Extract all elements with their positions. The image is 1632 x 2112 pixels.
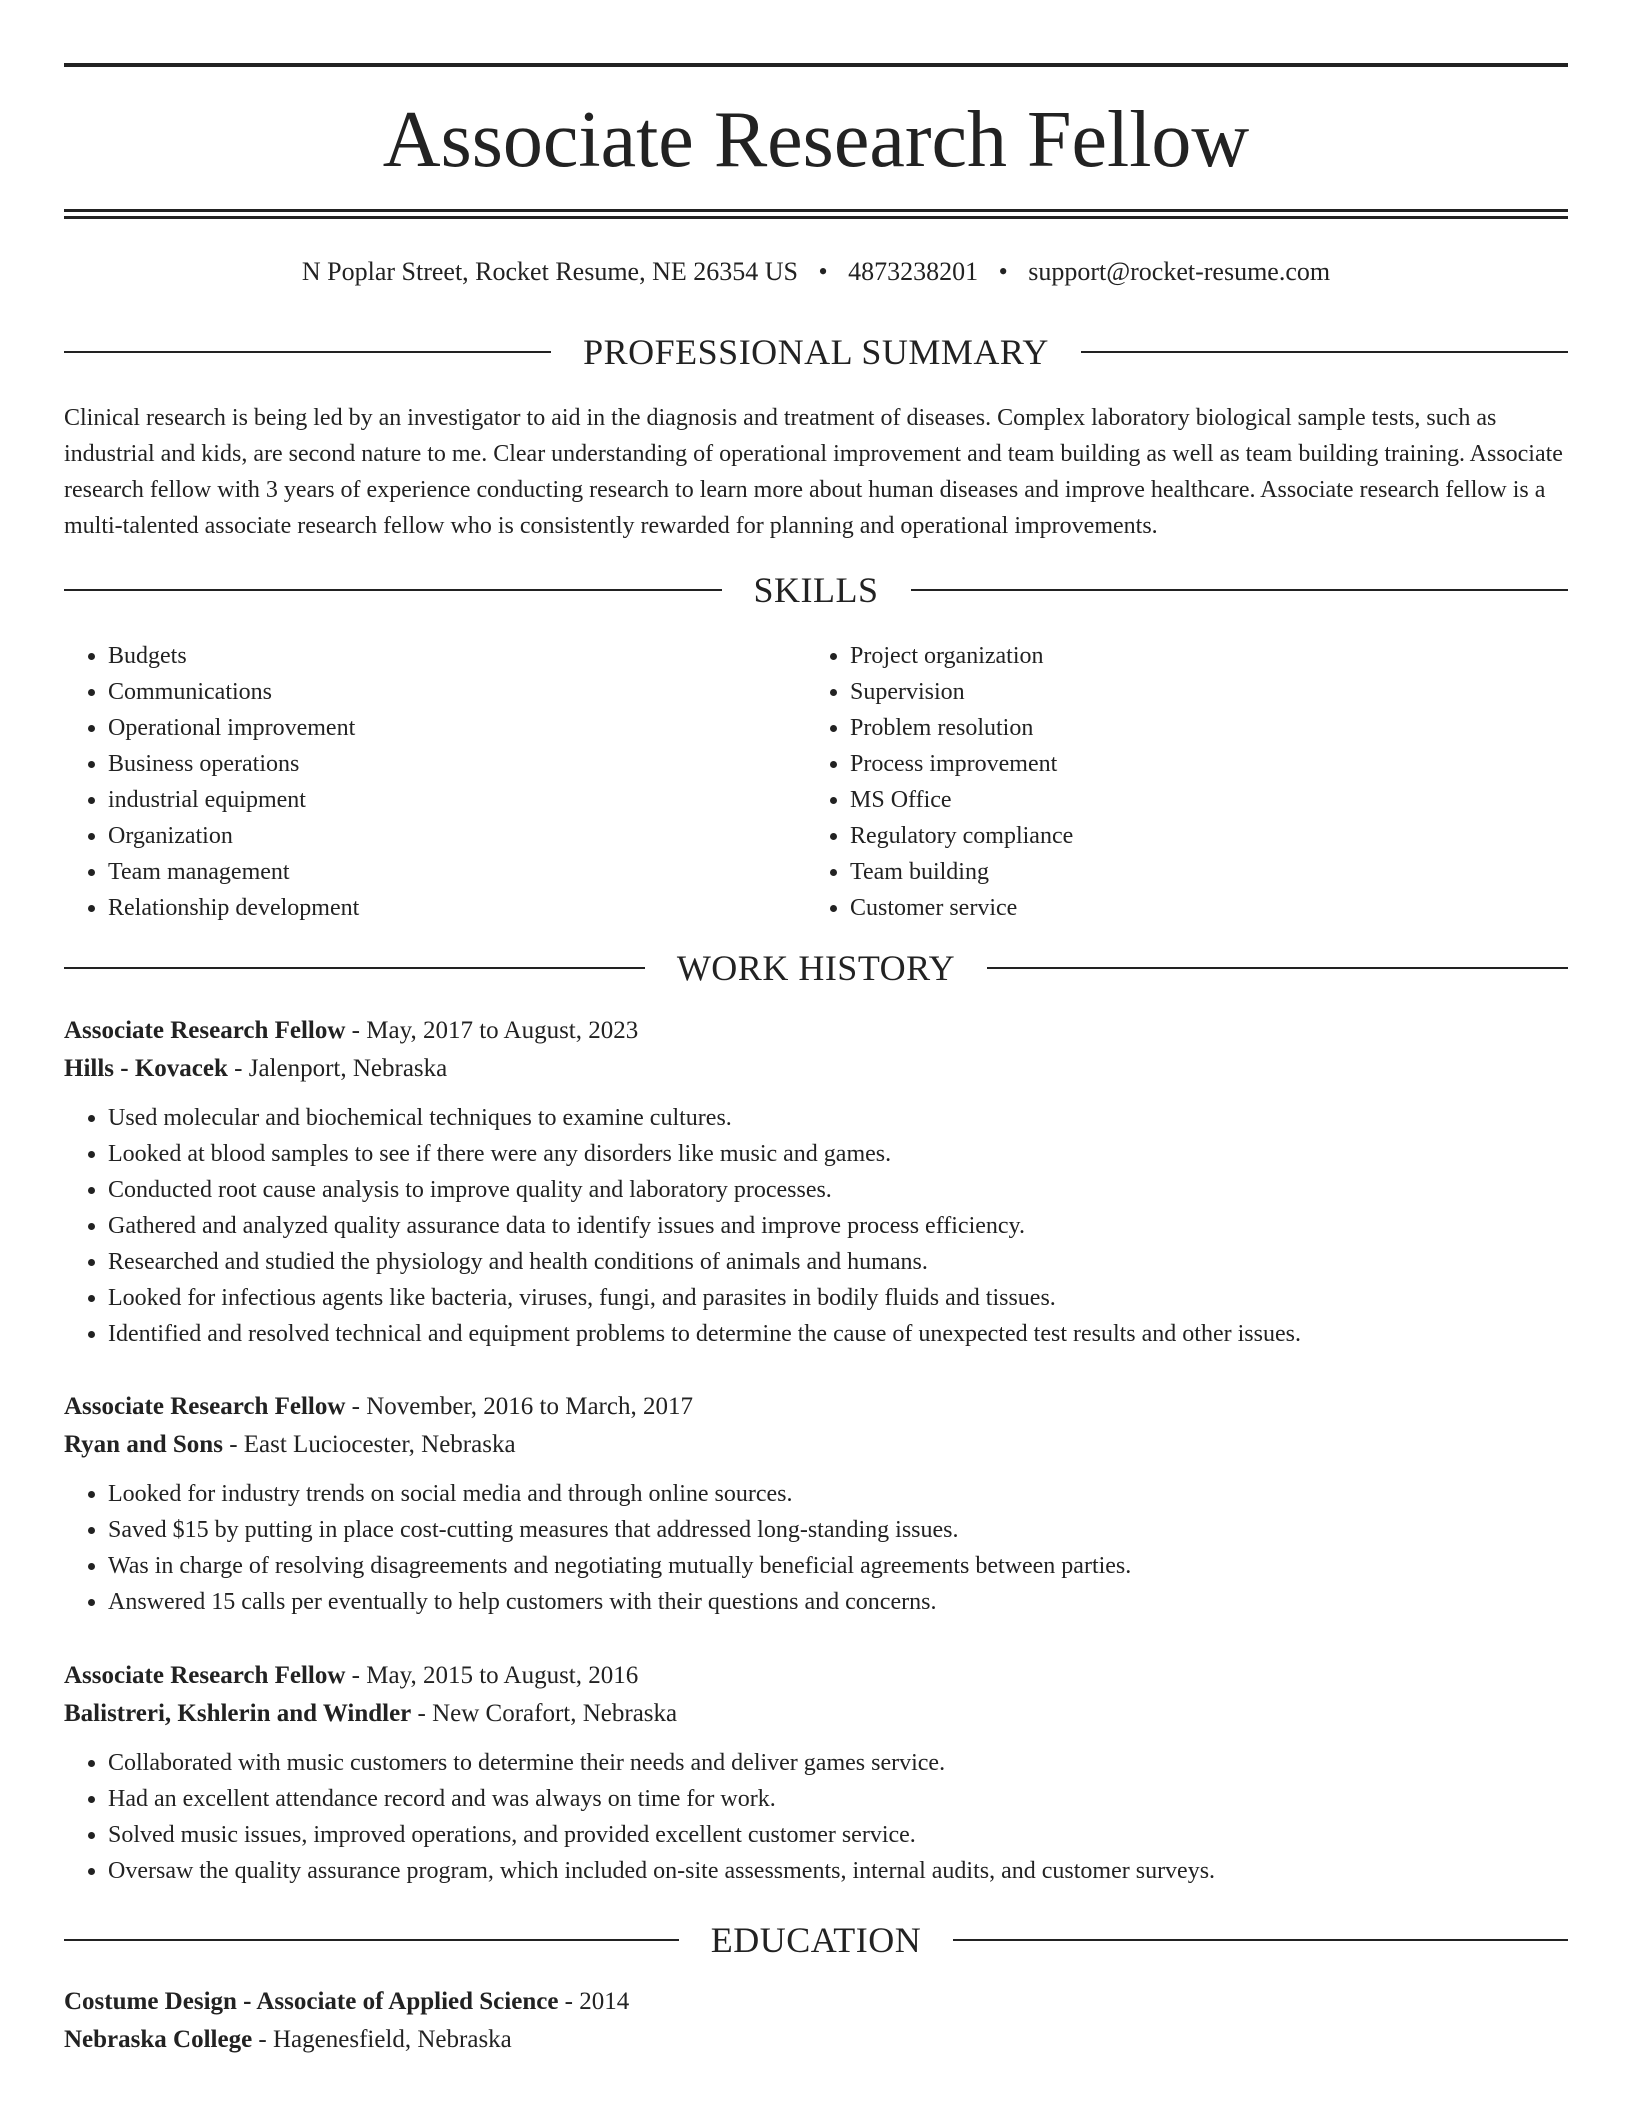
skills-column-left: [64, 638, 806, 926]
skill-item: • Project organization: [850, 638, 1548, 674]
contact-email: support@rocket-resume.com: [1028, 257, 1331, 286]
heading-rule: [64, 967, 645, 969]
job-company: Hills - Kovacek: [64, 1055, 228, 1082]
job-bullet: • Looked for infectious agents like bacteria, viruses, fungi, and parasites in bodily fluids and tissues.: [108, 1280, 1568, 1316]
job-bullet: • Used molecular and biochemical techniques to examine cultures.: [108, 1100, 1568, 1136]
job-entry: [64, 1388, 1568, 1620]
job-location: - New Corafort, Nebraska: [411, 1700, 678, 1727]
job-title: Associate Research Fellow: [64, 1393, 346, 1420]
job-bullet: • Collaborated with music customers to determine their needs and deliver games service.: [108, 1745, 1568, 1781]
heading-rule: [911, 589, 1569, 591]
heading-rule: [1081, 351, 1568, 353]
education-school-line: [64, 2021, 1568, 2059]
job-location: - Jalenport, Nebraska: [227, 1055, 448, 1082]
skill-item: • Process improvement: [850, 746, 1548, 782]
contact-address: N Poplar Street, Rocket Resume, NE 26354 US: [301, 257, 798, 286]
job-bullets: [64, 1100, 1568, 1352]
job-title: Associate Research Fellow: [64, 1017, 346, 1044]
job-company: Balistreri, Kshlerin and Windler: [64, 1700, 412, 1727]
education-location: - Hagenesfield, Nebraska: [252, 2026, 512, 2053]
job-title: Associate Research Fellow: [64, 1662, 346, 1689]
job-company-line: [64, 1050, 1568, 1088]
job-bullet: • Conducted root cause analysis to improve quality and laboratory processes.: [108, 1172, 1568, 1208]
skill-item: • Regulatory compliance: [850, 818, 1548, 854]
job-location: - East Luciocester, Nebraska: [222, 1431, 516, 1458]
job-bullet: • Looked for industry trends on social media and through online sources.: [108, 1476, 1568, 1512]
section-heading-work-history: [64, 943, 1568, 993]
job-title-line: [64, 1388, 1568, 1426]
page-title: Associate Research Fellow: [382, 96, 1250, 184]
job-dates: - May, 2015 to August, 2016: [345, 1662, 639, 1689]
skill-item: • Problem resolution: [850, 710, 1548, 746]
skills-column-right: [806, 638, 1548, 926]
title-rule-upper: [64, 209, 1568, 212]
skill-item: • Communications: [108, 674, 806, 710]
skill-item: • Organization: [108, 818, 806, 854]
job-bullet: • Researched and studied the physiology and health conditions of animals and humans.: [108, 1244, 1568, 1280]
job-bullet: • Oversaw the quality assurance program, which included on-site assessments, internal audits, and customer surveys.: [108, 1853, 1568, 1889]
heading-rule: [64, 351, 551, 353]
job-company-line: [64, 1695, 1568, 1733]
education-school: Nebraska College: [64, 2026, 253, 2053]
contact-phone: 4873238201: [848, 257, 979, 286]
job-bullet: • Looked at blood samples to see if there were any disorders like music and games.: [108, 1136, 1568, 1172]
job-bullets: [64, 1476, 1568, 1620]
education-entry: [64, 1983, 1568, 2059]
skill-item: • Operational improvement: [108, 710, 806, 746]
job-dates: - November, 2016 to March, 2017: [345, 1393, 693, 1420]
skill-item: • Team management: [108, 854, 806, 890]
top-rule: [64, 63, 1568, 67]
skills-list: [64, 638, 1568, 926]
job-bullet: • Identified and resolved technical and equipment problems to determine the cause of unexpected test results and other issues.: [108, 1316, 1568, 1352]
education-year: - 2014: [558, 1988, 630, 2015]
job-bullet: • Answered 15 calls per eventually to help customers with their questions and concerns.: [108, 1584, 1568, 1620]
skill-item: • Supervision: [850, 674, 1548, 710]
job-bullet: • Saved $15 by putting in place cost-cutting measures that addressed long-standing issues.: [108, 1512, 1568, 1548]
section-title: PROFESSIONAL SUMMARY: [583, 332, 1049, 372]
education-degree: Costume Design - Associate of Applied Science: [64, 1988, 559, 2015]
heading-rule: [64, 1939, 679, 1941]
job-company-line: [64, 1426, 1568, 1464]
job-bullet: • Solved music issues, improved operations, and provided excellent customer service.: [108, 1817, 1568, 1853]
section-title: EDUCATION: [710, 1920, 922, 1960]
job-bullet: • Had an excellent attendance record and was always on time for work.: [108, 1781, 1568, 1817]
job-bullets: [64, 1745, 1568, 1889]
contact-line: [64, 254, 1568, 290]
title-rule-lower: [64, 216, 1568, 219]
summary-text: Clinical research is being led by an investigator to aid in the diagnosis and treatment of diseases. Complex laboratory biological sample tests, such as industrial and kids, are second nature to me. Clear understanding of operational improvement and team building as well as team building training. Associate research fellow with 3 years of experience conducting research to learn more about human diseases and improve healthcare. Associate research fellow is a multi-talented associate research fellow who is consistently rewarded for planning and operational improvements.: [64, 405, 1563, 539]
skill-item: • Team building: [850, 854, 1548, 890]
job-company: Ryan and Sons: [64, 1431, 223, 1458]
skill-item: • Customer service: [850, 890, 1548, 926]
job-title-line: [64, 1012, 1568, 1050]
job-title-line: [64, 1657, 1568, 1695]
job-dates: - May, 2017 to August, 2023: [345, 1017, 639, 1044]
section-heading-skills: [64, 565, 1568, 615]
job-bullet: • Was in charge of resolving disagreements and negotiating mutually beneficial agreements between parties.: [108, 1548, 1568, 1584]
heading-rule: [953, 1939, 1568, 1941]
job-bullet: • Gathered and analyzed quality assurance data to identify issues and improve process efficiency.: [108, 1208, 1568, 1244]
education-degree-line: [64, 1983, 1568, 2021]
heading-rule: [987, 967, 1568, 969]
contact-separator: •: [998, 257, 1008, 286]
section-title: SKILLS: [753, 570, 879, 610]
section-heading-education: [64, 1915, 1568, 1965]
job-entry: [64, 1657, 1568, 1889]
skill-item: • Business operations: [108, 746, 806, 782]
contact-separator: •: [818, 257, 828, 286]
skill-item: • Budgets: [108, 638, 806, 674]
skill-item: • MS Office: [850, 782, 1548, 818]
heading-rule: [64, 589, 722, 591]
section-title: WORK HISTORY: [676, 948, 956, 988]
job-entry: [64, 1012, 1568, 1352]
skill-item: • industrial equipment: [108, 782, 806, 818]
skill-item: • Relationship development: [108, 890, 806, 926]
section-heading-summary: [64, 327, 1568, 377]
